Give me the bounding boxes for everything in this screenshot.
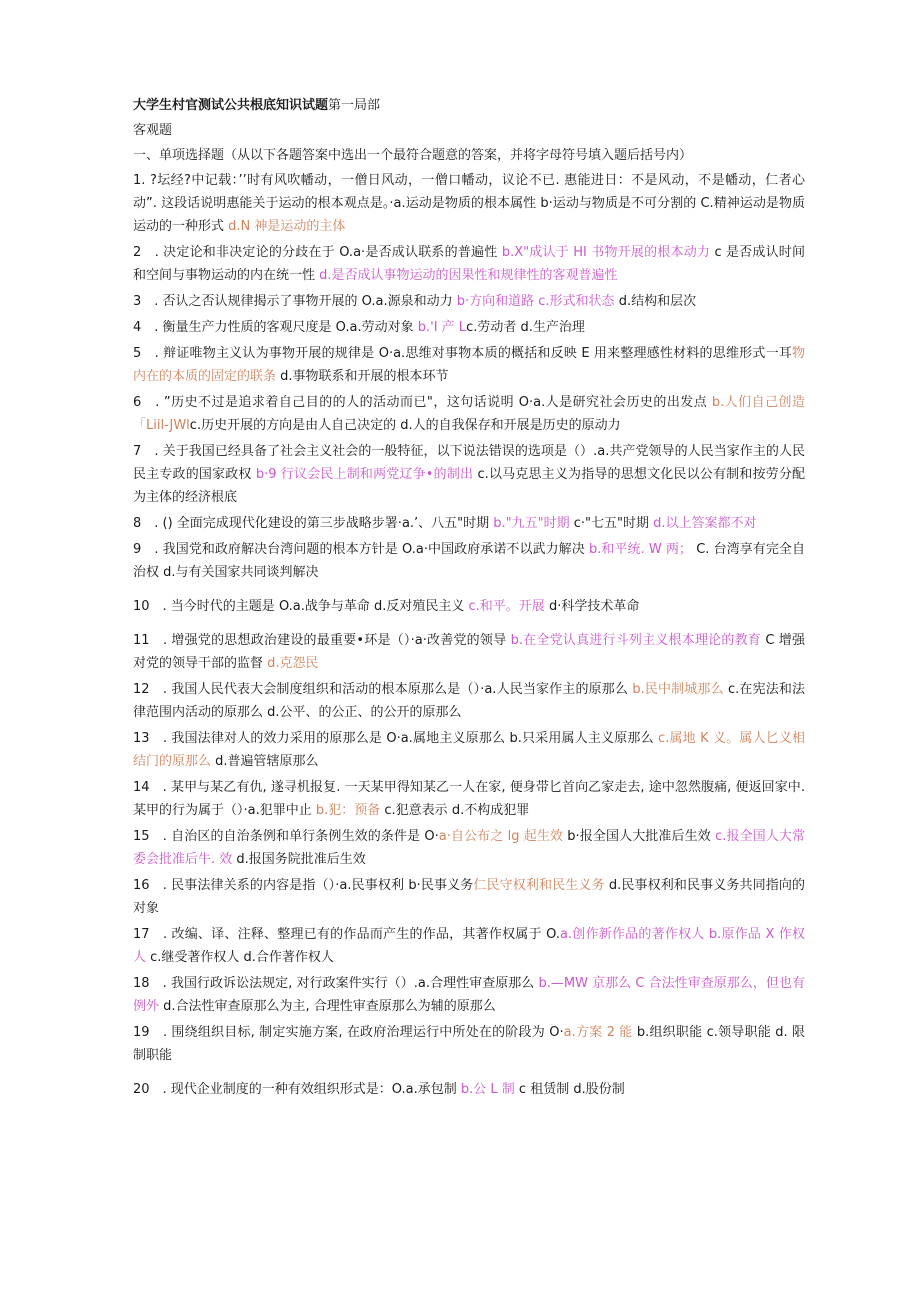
question-text: 19 . 围绕组织目标, 制定实施方案, 在政府治理运行中所处在的阶段为 O· [133,1025,564,1040]
question-text: c 租赁制 d.股份制 [518,1082,625,1097]
answer-text: c.属地 K 义。属人匕义相结门的原那么 [133,731,805,769]
question-list [133,169,805,1101]
question-item [133,874,805,920]
question-text: b·报全国人大批准后生效 [567,829,716,844]
highlighted-text: b.X"成认于 HI 书物开展的根本动力 [501,245,715,260]
question-item [133,1021,805,1067]
title-main: 大学生村官测试公共根底知识试题 [133,98,329,113]
question-text: c·"七五"时期 [573,516,654,531]
highlighted-text: b.—MW 京那么 C 合法性审查原那么，但也有例外 [133,976,805,1014]
question-text: 12 . 我国人民代表大会制度组织和活动的根本原那么是（）·a.人民当家作主的原那么 [133,682,633,697]
question-item [133,538,805,584]
question-text: d.事物联系和开展的根本环节 [280,369,449,384]
section-heading-objective: 客观题 [133,123,173,138]
highlighted-text: c.报全国人大常委会批准后牛. 效 [133,829,805,867]
highlighted-text: d.是否成认事物运动的因果性和规律性的客观普遍性 [319,268,618,283]
question-text: C. 台湾享有完全自治权 d.与有关国家共同谈判解决 [133,542,805,580]
question-text: 11 . 增强党的思想政治建设的最重要•环是（）·a·改善党的领导 [133,633,511,648]
question-item [133,169,805,238]
title-part: 第一局部 [328,98,381,113]
question-text: 1. ?坛经?中记载：’’时有风吹幡动，一僧日风动，一僧口幡动，议论不已. 惠能进日：不是风动，不是幡动，仁者心动”. 这段话说明惠能关于运动的根本观点是。·a.运动是物质的根本属性 b·运动与物质是不可分割的 C.精神运动是物质运动的一种形式 [133,173,805,234]
highlighted-text: b.在全党认真进行斗列主义根本理论的教育 [510,633,766,648]
question-item [133,342,805,388]
question-text: 17 . 改编、译、注释、整理已有的作品而产生的作品，其著作权属于 O. [133,927,560,942]
question-item [133,316,805,339]
question-text: 14 . 某甲与某乙有仇, 遂寻机报复. 一天某甲得知某乙一人在家, 便身带匕首向乙家走去, 途中忽然腹痛, 便返回家中. 某甲的行为属于（）·a.犯罪中止 [133,780,805,818]
answer-text: a.方案 2 能 [563,1025,637,1040]
question-item [133,595,805,618]
question-text: c.犯意表示 d.不构成犯罪 [384,803,530,818]
answer-text: a·自公布之 lg 起生效 [438,829,568,844]
answer-text: d.N 神是运动的主体 [228,219,346,234]
highlighted-text: d.以上答案都不对 [653,516,757,531]
question-text: 18 . 我国行政诉讼法规定, 对行政案件实行（）.a.合理性审查原那么 [133,976,539,991]
question-text: 8 . () 全面完成现代化建设的第三步战略步署·a.’、八五"时期 [133,516,494,531]
question-item [133,440,805,509]
highlighted-text: b·9 行议会民上制和两党辽争•的制出 [255,467,478,482]
question-text: c.在宪法和法律范围内活动的原那么 d.公平、的公正、的公开的原那么 [133,682,806,720]
highlighted-text: b.'I 产 L [417,320,467,335]
question-text: d.报国务院批准后生效 [236,852,366,867]
answer-text: b.人们自己创造「Liil-JWl [133,395,805,433]
question-text: d.民事权利和民事义务共同指向的对象 [133,878,806,916]
question-text: c.继受著作权人 d.合作著作权人 [150,950,334,965]
question-text: 15 . 自治区的自治条例和单行条例生效的条件是 O· [133,829,439,844]
question-text: C 增强对党的领导干部的监督 [133,633,805,671]
question-item [133,776,805,822]
question-text: 13 . 我国法律对人的效力采用的原那么是 O·a.属地主义原那么 b.只采用属人主义原那么 [133,731,659,746]
question-text: 2 . 决定论和非决定论的分歧在于 O.a·是否成认联系的普遍性 [133,245,502,260]
document-title [133,94,805,117]
question-text: 9 . 我国党和政府解决台湾问题的根本方针是 O.a·中国政府承诺不以武力解决 [133,542,589,557]
highlighted-text: c.和平。开展 [468,599,549,614]
highlighted-text: b·方向和道路 c.形式和状态 [456,294,619,309]
answer-text: b.犯：预备 [315,803,385,818]
section-heading-single-choice: 一、单项选择题（从以下各题答案中选出一个最符合题意的答案，并将字母符号填入题后括号内） [133,148,693,163]
question-text: d.合法性审查原那么为主, 合理性审查原那么为辅的原那么 [163,999,496,1014]
question-item [133,923,805,969]
question-text: 4 . 衡量生产力性质的客观尺度是 O.a.劳动对象 [133,320,418,335]
question-item [133,629,805,675]
question-text: c.以马克思主义为指导的思想文化民以公有制和按劳分配为主体的经济根底 [133,467,806,505]
question-text: 7 . 关于我国已经具备了社会主义社会的一般特征，以下说法错误的选项是（）.a.共产党领导的人民当家作主的人民民主专政的国家政权 [133,444,805,482]
question-text: d.结构和层次 [618,294,697,309]
question-text: 16 . 民事法律关系的内容是指（）·a.民事权利 b·民事义务 [133,878,474,893]
question-text: c 是否成认时间和空间与事物运动的内在统一性 [133,245,806,283]
question-text: 10 . 当今时代的主题是 O.a.战争与革命 d.反对殖民主义 [133,599,469,614]
question-text: 3 . 否认之否认规律揭示了事物开展的 O.a.源泉和动力 [133,294,457,309]
answer-text: 仁民守权利和民生义务 [473,878,609,893]
question-text: c.劳动者 d.生产治理 [466,320,585,335]
question-item [133,825,805,871]
question-text: d.普遍管辖原那么 [215,754,319,769]
question-item [133,391,805,437]
highlighted-text: b."九五"时期 [493,516,574,531]
answer-text: d.克怨民 [267,656,319,671]
question-item [133,727,805,773]
question-item [133,678,805,724]
question-text: d·科学技术革命 [548,599,640,614]
answer-text: 物内在的本质的固定的联条 [133,346,805,384]
highlighted-text: b.公 L 制 [460,1082,519,1097]
question-text: 5 . 辩证唯物主义认为事物开展的规律是 O·a.思维对事物本质的概括和反映 E 用来整理感性材料的思维形式一耳 [133,346,792,361]
answer-text: b.民中制城那么 [632,682,728,697]
question-item [133,1078,805,1101]
question-text: 20 . 现代企业制度的一种有效组织形式是：O.a.承包制 [133,1082,461,1097]
question-text: c.历史开展的方向是由人自己决定的 d.人的自我保存和开展是历史的原动力 [189,418,621,433]
question-item [133,241,805,287]
question-item [133,512,805,535]
highlighted-text: a.创作新作品的著作权人 b.原作品 X 作权人 [133,927,805,965]
question-text: b.组织职能 c.领导职能 d. 限制职能 [133,1025,805,1063]
highlighted-text: b.和平统. W 两； [588,542,697,557]
question-text: 6 . ”历史不过是追求着自己目的的人的活动而已"，这句话说明 O·a.人是研究社会历史的出发点 [133,395,712,410]
question-item [133,972,805,1018]
question-item [133,290,805,313]
